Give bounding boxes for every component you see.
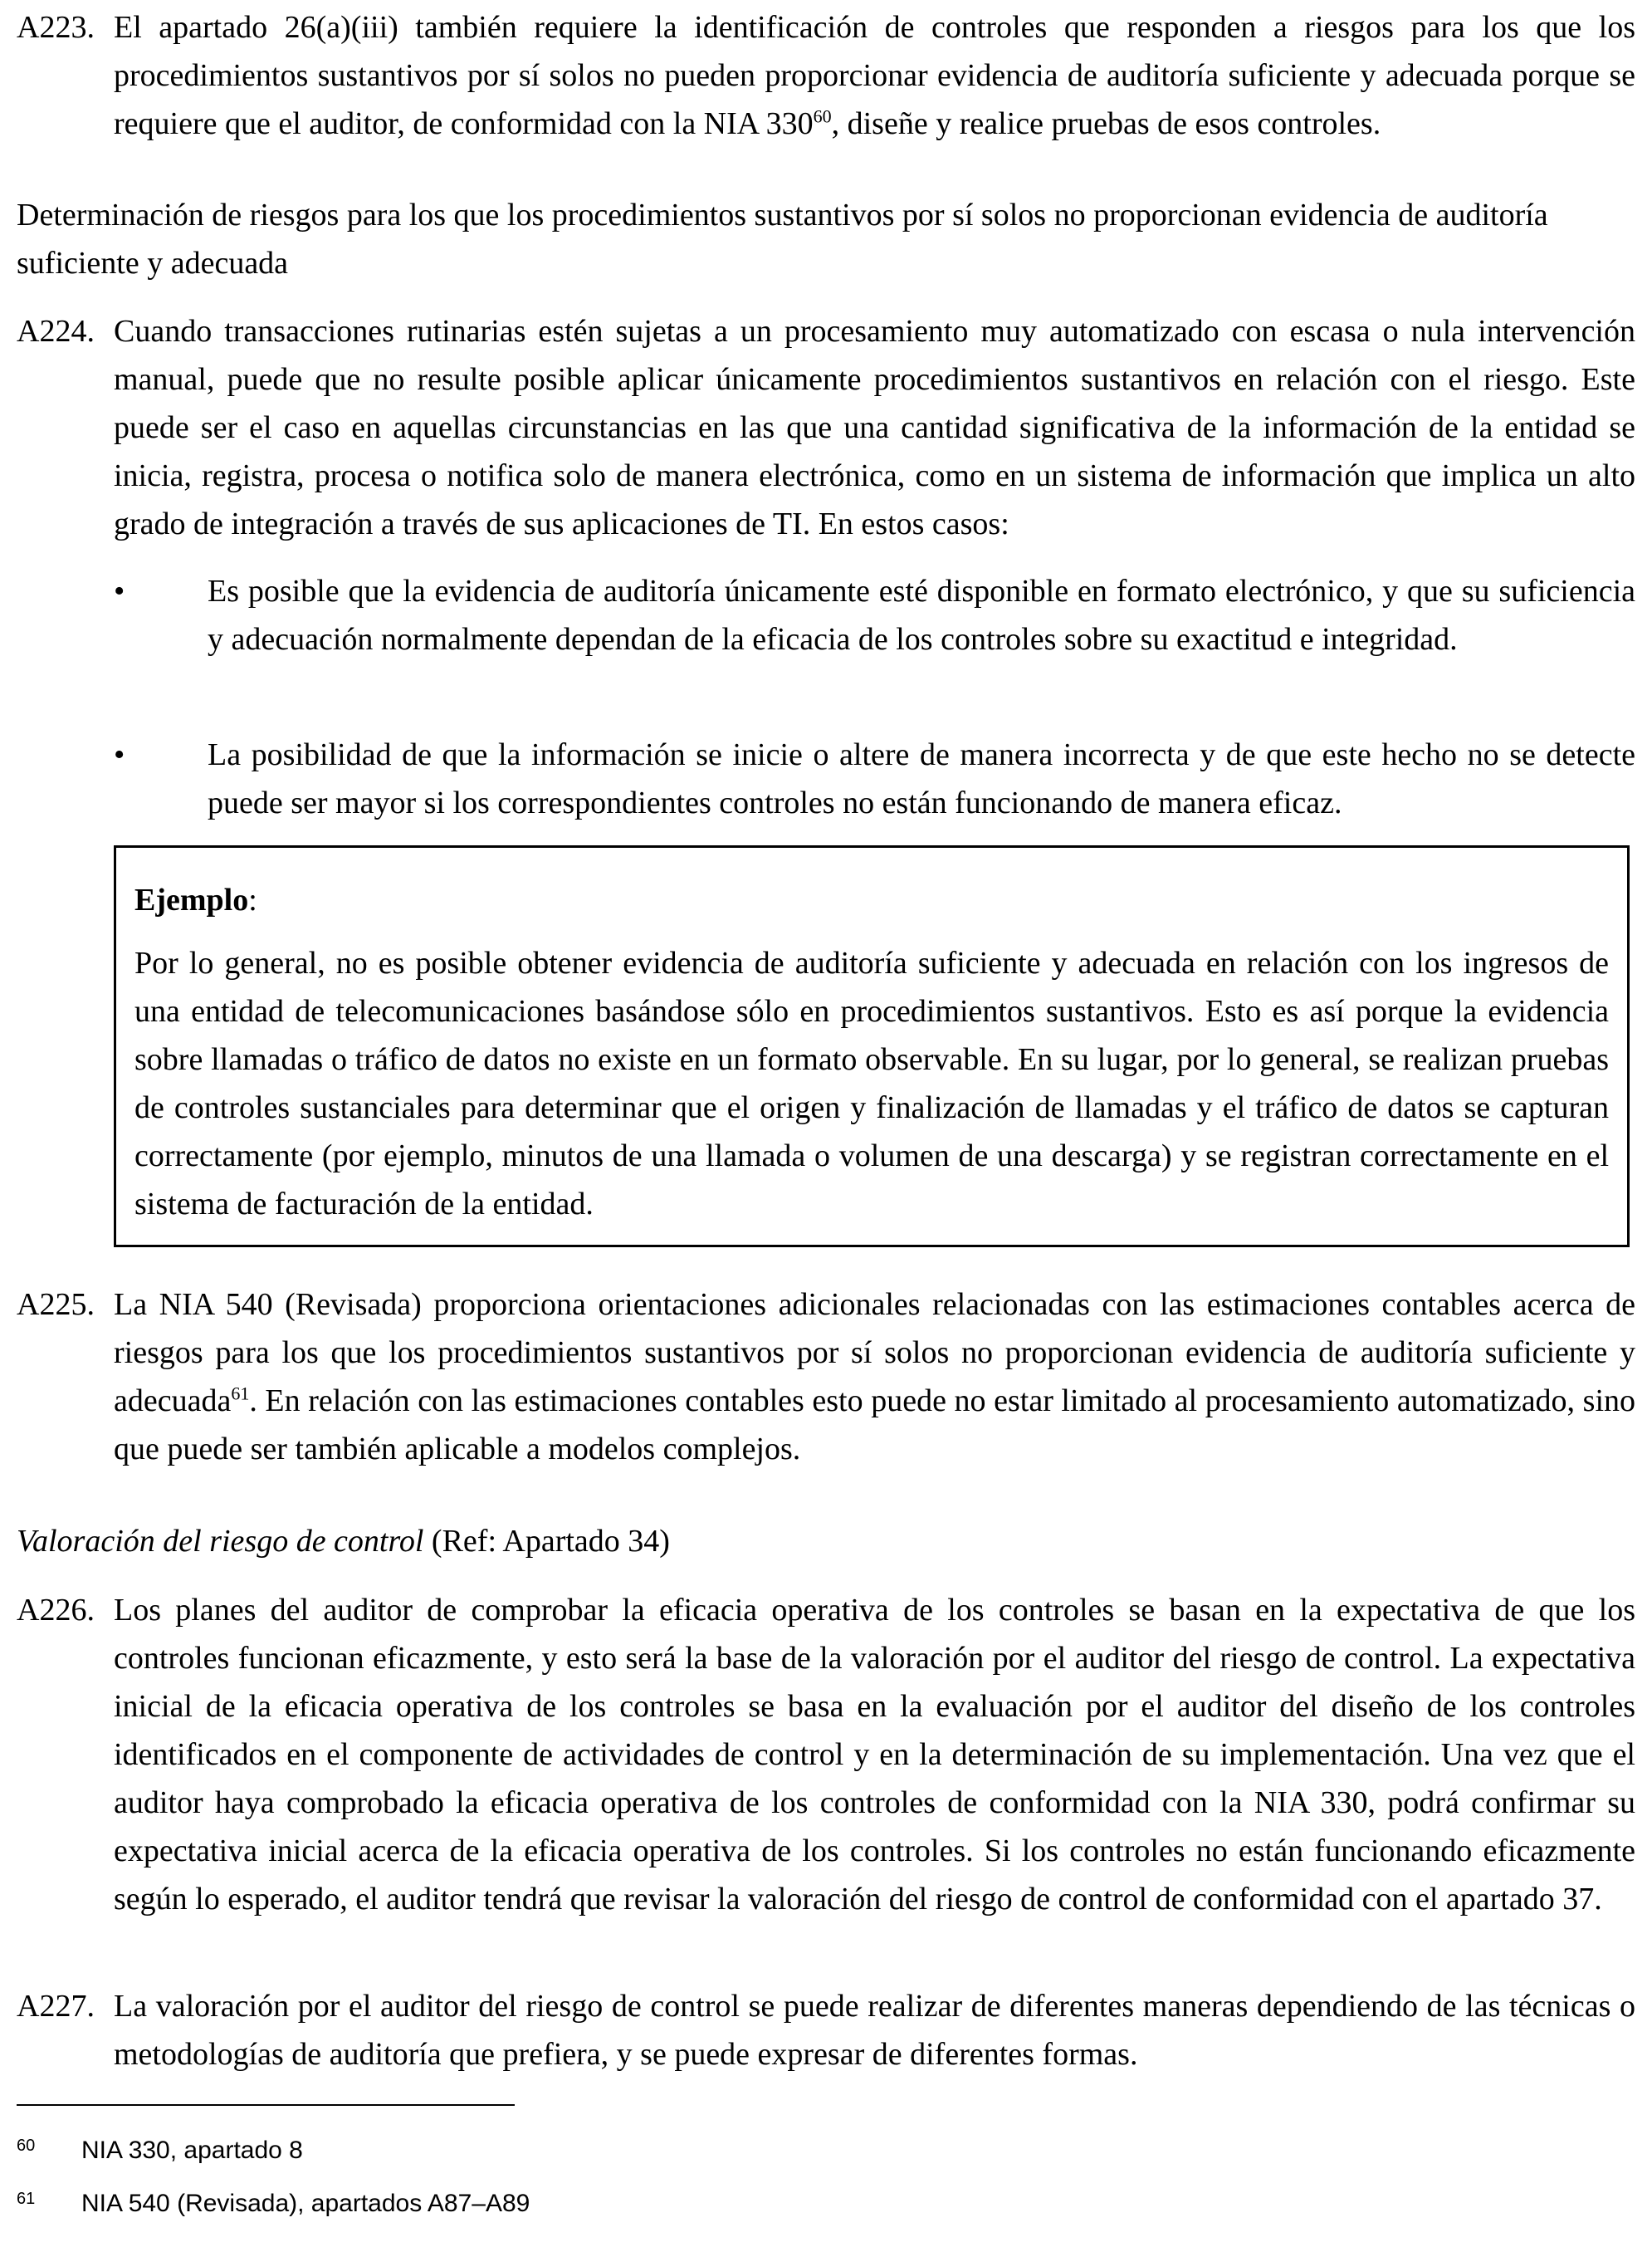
section-heading-riesgos: Determinación de riesgos para los que los procedimientos sustantivos por sí solos no proporcionan evidencia de auditoría suficiente y adecuada bbox=[17, 198, 1548, 281]
footnote-ref-60[interactable]: 60 bbox=[813, 105, 832, 127]
example-title: Ejemplo: bbox=[134, 883, 257, 918]
list-item bbox=[114, 567, 1635, 663]
paragraph-text: La valoración por el auditor del riesgo de control se puede realizar de diferentes maneras dependiendo de las técnicas o metodologías de auditoría que prefiera, y se puede expresar de diferentes formas. bbox=[114, 1989, 1635, 2072]
paragraph-text: Cuando transacciones rutinarias estén sujetas a un procesamiento muy automatizado con escasa o nula intervención manual, puede que no resulte posible aplicar únicamente procedimientos sustantivos en relación con el riesgo. Este puede ser el caso en aquellas circunstancias en las que una cantidad significativa de la información de la entidad se inicia, registra, procesa o notifica solo de manera electrónica, como en un sistema de información que implica un alto grado de integración a través de sus aplicaciones de TI. En estos casos: bbox=[114, 314, 1635, 541]
example-box bbox=[114, 845, 1630, 1247]
paragraph-text: La NIA 540 (Revisada) proporciona orientaciones adicionales relacionadas con las estimaciones contables acerca de riesgos para los que los procedimientos sustantivos por sí solos no proporcionan evidencia de auditoría suficiente y adecuada$^{61}$. En relación con las estimaciones contables esto puede no estar limitado al procesamiento automatizado, sino que puede ser también aplicable a modelos complejos. bbox=[114, 1287, 1635, 1466]
list-item bbox=[114, 731, 1635, 827]
paragraph-text: El apartado 26(a)(iii) también requiere la identificación de controles que responden a riesgos para los que los procedimientos sustantivos por sí solos no pueden proporcionar evidencia de auditoría suficiente y adecuada porque se requiere que el auditor, de conformidad con la NIA $330^{60}$, diseñe y realice pruebas de esos controles. bbox=[114, 10, 1635, 141]
paragraph-text: Los planes del auditor de comprobar la eficacia operativa de los controles se basan en la expectativa de que los controles funcionan eficazmente, y esto será la base de la valoración por el auditor del riesgo de control. La expectativa inicial de la eficacia operativa de los controles se basa en la evaluación por el auditor del diseño de los controles identificados en el componente de actividades de control y en la determinación de su implementación. Una vez que el auditor haya comprobado la eficacia operativa de los controles de conformidad con la NIA 330, podrá confirmar su expectativa inicial acerca de la eficacia operativa de los controles. Si los controles no están funcionando eficazmente según lo esperado, el auditor tendrá que revisar la valoración del riesgo de control de conformidad con el apartado 37. bbox=[114, 1593, 1635, 1917]
paragraph-a227 bbox=[17, 1982, 1635, 2078]
paragraph-a225 bbox=[17, 1280, 1635, 1473]
bullet-icon: • bbox=[114, 574, 125, 609]
list-item-text: La posibilidad de que la información se inicie o altere de manera incorrecta y de que este hecho no se detecte puede ser mayor si los correspondientes controles no están funcionando de manera eficaz. bbox=[208, 737, 1635, 820]
example-text: Por lo general, no es posible obtener evidencia de auditoría suficiente y adecuada en relación con los ingresos de una entidad de telecomunicaciones basándose sólo en procedimientos sustantivos. Esto es así porque la evidencia sobre llamadas o tráfico de datos no existe en un formato observable. En su lugar, por lo general, se realizan pruebas de controles sustanciales para determinar que el origen y finalización de llamadas y el tráfico de datos se capturan correctamente (por ejemplo, minutos de una llamada o volumen de una descarga) y se registran correctamente en el sistema de facturación de la entidad. bbox=[134, 946, 1609, 1221]
footnote-divider bbox=[17, 2104, 515, 2106]
footnote-text: NIA 540 (Revisada), apartados A87–A89 bbox=[81, 2190, 530, 2217]
footnote-number: 61 bbox=[17, 2190, 36, 2208]
paragraph-number: A226. bbox=[17, 1593, 95, 1628]
paragraph-number: A227. bbox=[17, 1989, 95, 2024]
paragraph-number: A225. bbox=[17, 1287, 95, 1322]
footnote-number: 60 bbox=[17, 2137, 36, 2155]
footnote-text: NIA 330, apartado 8 bbox=[81, 2137, 303, 2164]
paragraph-number: A223. bbox=[17, 10, 95, 45]
paragraph-a226 bbox=[17, 1586, 1635, 1923]
section-heading-valoracion: Valoración del riesgo de control (Ref: Apartado 34) bbox=[17, 1524, 670, 1559]
bullet-icon: • bbox=[114, 737, 125, 772]
paragraph-number: A224. bbox=[17, 314, 95, 349]
list-item-text: Es posible que la evidencia de auditoría únicamente esté disponible en formato electrónico, y que su suficiencia y adecuación normalmente dependan de la eficacia de los controles sobre su exactitud e integridad. bbox=[208, 574, 1635, 657]
footnote-ref-61[interactable]: 61 bbox=[231, 1383, 250, 1404]
paragraph-a224 bbox=[17, 307, 1635, 548]
paragraph-a223 bbox=[17, 3, 1635, 148]
